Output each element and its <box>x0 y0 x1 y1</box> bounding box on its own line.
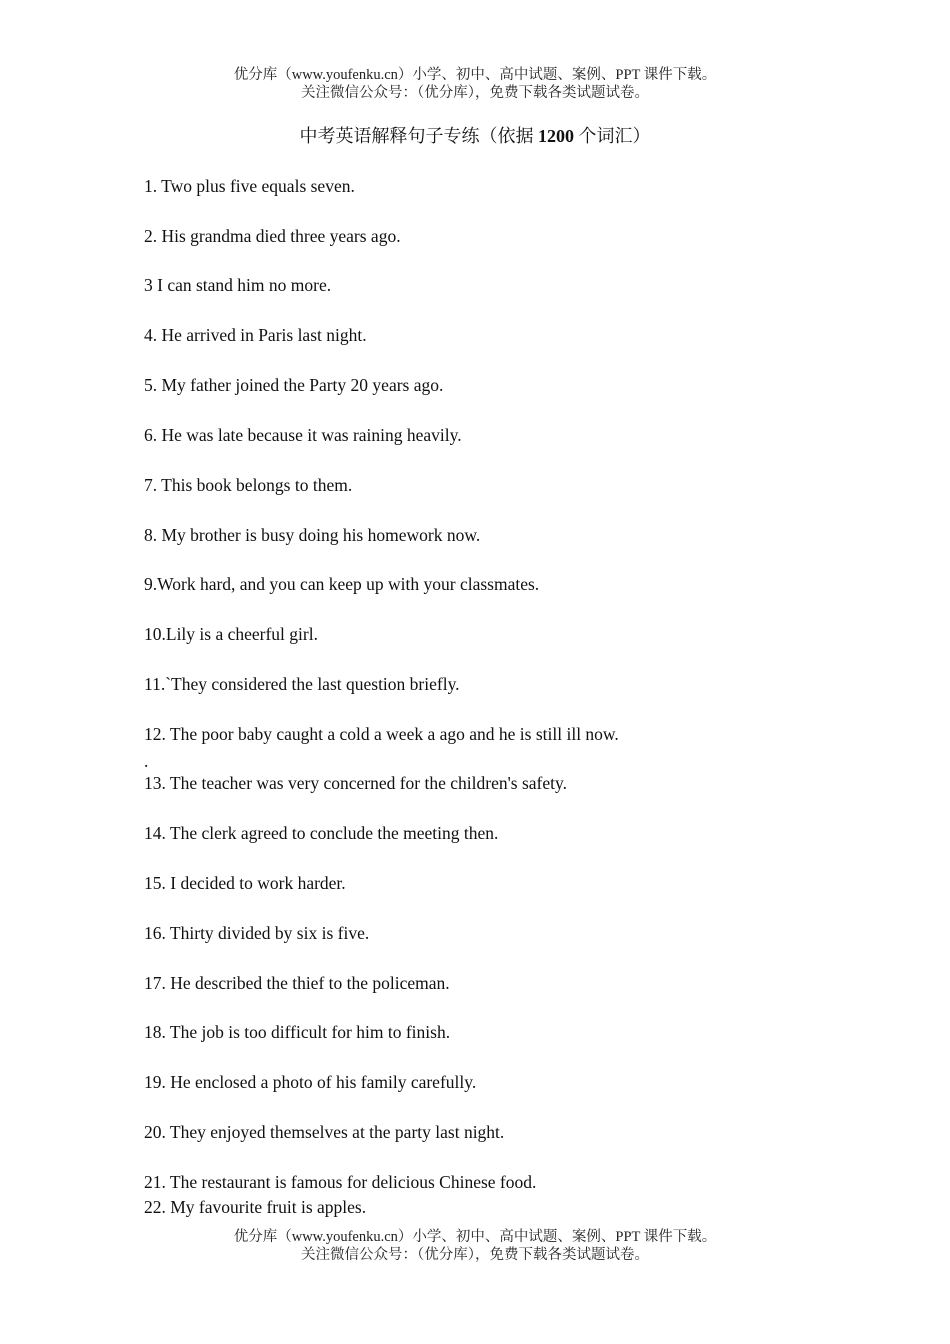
sentence-item: 8. My brother is busy doing his homework now. <box>144 525 481 545</box>
sentence-item: 19. He enclosed a photo of his family carefully. <box>144 1072 477 1092</box>
page-header <box>0 66 950 102</box>
sentence-item: 11.`They considered the last question briefly. <box>144 674 460 694</box>
footer-line-2: 关注微信公众号：（优分库），免费下载各类试题试卷。 <box>301 1247 649 1263</box>
sentence-item: 2. His grandma died three years ago. <box>144 226 401 246</box>
title-number: 1200 <box>538 126 574 146</box>
sentence-item: 6. He was late because it was raining heavily. <box>144 425 462 445</box>
sentence-item: 20. They enjoyed themselves at the party last night. <box>144 1122 505 1142</box>
sentence-item: 4. He arrived in Paris last night. <box>144 325 367 345</box>
sentence-item: 13. The teacher was very concerned for the children's safety. <box>144 773 567 793</box>
header-line-1: 优分库（www.youfenku.cn）小学、初中、高中试题、案例、PPT 课件下载。 <box>233 67 717 83</box>
stray-period-mark: . <box>144 751 149 771</box>
sentence-item: 12. The poor baby caught a cold a week a ago and he is still ill now. <box>144 724 619 744</box>
sentence-item: 17. He described the thief to the policeman. <box>144 973 450 993</box>
sentence-item: 3 I can stand him no more. <box>144 275 332 295</box>
header-line-2: 关注微信公众号：（优分库），免费下载各类试题试卷。 <box>301 85 649 101</box>
sentence-item: 21. The restaurant is famous for delicious Chinese food. <box>144 1172 537 1192</box>
sentence-item: 10.Lily is a cheerful girl. <box>144 624 318 644</box>
document-title <box>0 125 950 147</box>
page-footer <box>0 1228 950 1264</box>
sentence-item: 16. Thirty divided by six is five. <box>144 923 370 943</box>
sentence-item: 18. The job is too difficult for him to finish. <box>144 1022 451 1042</box>
sentence-item: 14. The clerk agreed to conclude the meeting then. <box>144 823 499 843</box>
footer-line-1: 优分库（www.youfenku.cn）小学、初中、高中试题、案例、PPT 课件下载。 <box>233 1229 717 1245</box>
sentence-item: 1. Two plus five equals seven. <box>144 176 355 196</box>
sentence-item: 15. I decided to work harder. <box>144 873 346 893</box>
title-prefix: 中考英语解释句子专练（依据 <box>299 126 538 146</box>
sentence-item: 9.Work hard, and you can keep up with your classmates. <box>144 574 540 594</box>
title-suffix: 个词汇） <box>574 126 651 146</box>
sentence-item: 22. My favourite fruit is apples. <box>144 1197 367 1217</box>
sentence-item: 5. My father joined the Party 20 years ago. <box>144 375 444 395</box>
sentence-item: 7. This book belongs to them. <box>144 475 353 495</box>
